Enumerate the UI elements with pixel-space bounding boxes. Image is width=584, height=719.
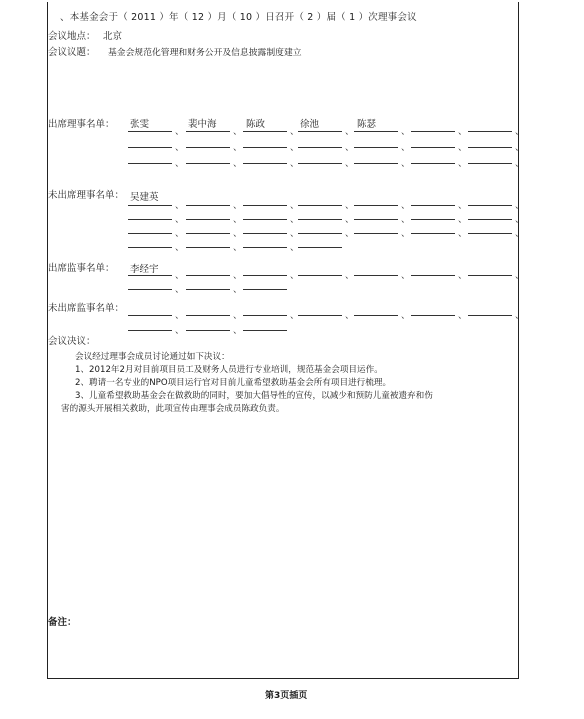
name-separator: 、	[290, 127, 300, 137]
name-separator: 、	[458, 271, 468, 281]
location-label: 会议地点：	[48, 31, 96, 42]
name-separator: 、	[233, 243, 243, 253]
name-blank-line	[186, 330, 230, 331]
name-blank-line	[243, 247, 287, 248]
name-separator: 、	[515, 215, 525, 225]
name-blank-line	[128, 330, 172, 331]
form-frame	[47, 2, 519, 679]
name-separator: 、	[458, 215, 468, 225]
attending-supervisor-name: 李经宇	[130, 264, 159, 275]
name-separator: 、	[233, 326, 243, 336]
resolutions-intro: 会议经过理事会成员讨论通过如下决议：	[75, 352, 230, 362]
name-separator: 、	[290, 229, 300, 239]
name-blank-line	[243, 233, 287, 234]
topic-value: 基金会规范化管理和财务公开及信息披露制度建立	[108, 48, 302, 58]
resolution-item: 1、2012年2月对目前项目员工及财务人员进行专业培训，规范基金会项目运作。	[75, 365, 383, 375]
header-prefix: 、本基金会于（	[60, 12, 128, 23]
name-blank-line	[411, 315, 455, 316]
name-blank-line	[186, 275, 230, 276]
name-separator: 、	[345, 271, 355, 281]
name-blank-line	[298, 131, 342, 132]
name-blank-line	[243, 205, 287, 206]
name-blank-line	[468, 219, 512, 220]
name-blank-line	[243, 163, 287, 164]
name-blank-line	[186, 205, 230, 206]
name-separator: 、	[290, 159, 300, 169]
name-blank-line	[354, 275, 398, 276]
attending-director-name: 陈瑟	[357, 119, 377, 130]
name-blank-line	[354, 147, 398, 148]
name-separator: 、	[233, 271, 243, 281]
name-separator: 、	[401, 271, 411, 281]
name-blank-line	[128, 247, 172, 248]
name-blank-line	[468, 275, 512, 276]
name-blank-line	[411, 233, 455, 234]
name-blank-line	[298, 219, 342, 220]
topic-label: 会议议题：	[48, 47, 96, 58]
name-blank-line	[468, 131, 512, 132]
name-separator: 、	[515, 271, 525, 281]
name-blank-line	[298, 315, 342, 316]
name-separator: 、	[290, 243, 300, 253]
name-separator: 、	[233, 285, 243, 295]
name-blank-line	[243, 330, 287, 331]
name-blank-line	[411, 131, 455, 132]
name-separator: 、	[345, 159, 355, 169]
name-blank-line	[468, 163, 512, 164]
name-blank-line	[354, 163, 398, 164]
attending-supervisors-label: 出席监事名单：	[48, 263, 115, 274]
name-blank-line	[128, 163, 172, 164]
name-separator: 、	[401, 229, 411, 239]
name-separator: 、	[515, 127, 525, 137]
name-separator: 、	[345, 143, 355, 153]
name-separator: 、	[175, 229, 185, 239]
name-blank-line	[468, 147, 512, 148]
location-value: 北京	[103, 31, 123, 42]
name-separator: 、	[233, 311, 243, 321]
name-blank-line	[354, 315, 398, 316]
name-blank-line	[298, 147, 342, 148]
header-session-suffix: ）届（	[316, 12, 346, 23]
name-blank-line	[298, 205, 342, 206]
name-blank-line	[128, 233, 172, 234]
name-separator: 、	[175, 326, 185, 336]
name-blank-line	[354, 205, 398, 206]
header-session: 2	[307, 12, 314, 23]
name-blank-line	[298, 275, 342, 276]
name-blank-line	[243, 315, 287, 316]
name-separator: 、	[515, 229, 525, 239]
name-separator: 、	[345, 229, 355, 239]
header-year: 2011	[131, 12, 157, 23]
name-blank-line	[128, 275, 172, 276]
name-blank-line	[128, 219, 172, 220]
name-blank-line	[411, 147, 455, 148]
name-blank-line	[411, 275, 455, 276]
name-blank-line	[128, 315, 172, 316]
name-blank-line	[128, 289, 172, 290]
name-separator: 、	[175, 243, 185, 253]
name-blank-line	[128, 131, 172, 132]
name-separator: 、	[290, 201, 300, 211]
name-separator: 、	[401, 201, 411, 211]
name-separator: 、	[515, 311, 525, 321]
name-separator: 、	[290, 143, 300, 153]
name-separator: 、	[515, 159, 525, 169]
name-separator: 、	[233, 215, 243, 225]
absent-director-name: 吴建英	[130, 192, 159, 203]
name-blank-line	[186, 247, 230, 248]
name-separator: 、	[515, 201, 525, 211]
name-separator: 、	[175, 201, 185, 211]
attending-director-name: 陈政	[246, 119, 266, 130]
name-separator: 、	[345, 127, 355, 137]
name-separator: 、	[175, 159, 185, 169]
attending-director-name: 徐池	[300, 119, 320, 130]
name-separator: 、	[458, 311, 468, 321]
name-blank-line	[354, 219, 398, 220]
remarks-label: 备注：	[48, 617, 77, 628]
name-blank-line	[243, 147, 287, 148]
header-day: 10	[239, 12, 253, 23]
name-blank-line	[243, 289, 287, 290]
name-blank-line	[354, 233, 398, 234]
name-separator: 、	[233, 143, 243, 153]
name-separator: 、	[233, 127, 243, 137]
name-separator: 、	[458, 229, 468, 239]
name-separator: 、	[401, 311, 411, 321]
name-separator: 、	[458, 127, 468, 137]
name-separator: 、	[175, 215, 185, 225]
name-blank-line	[186, 147, 230, 148]
name-separator: 、	[290, 271, 300, 281]
name-blank-line	[411, 163, 455, 164]
name-blank-line	[186, 131, 230, 132]
header-meeting-no: 1	[349, 12, 356, 23]
header-day-suffix: ）日召开（	[255, 12, 305, 23]
attending-director-name: 裴中海	[188, 119, 217, 130]
name-blank-line	[468, 315, 512, 316]
name-blank-line	[298, 247, 342, 248]
name-separator: 、	[290, 215, 300, 225]
name-blank-line	[186, 315, 230, 316]
name-blank-line	[186, 219, 230, 220]
header-year-suffix: ）年（	[159, 12, 189, 23]
name-separator: 、	[175, 311, 185, 321]
name-separator: 、	[175, 285, 185, 295]
resolutions-label: 会议决议：	[48, 336, 96, 347]
header-month-suffix: ）月（	[207, 12, 237, 23]
attending-director-name: 张雯	[130, 119, 150, 130]
name-separator: 、	[401, 127, 411, 137]
name-separator: 、	[458, 159, 468, 169]
page-footer: 第3页插页	[265, 691, 308, 701]
name-blank-line	[186, 163, 230, 164]
header-month: 12	[191, 12, 205, 23]
resolution-item: 2、聘请一名专业的NPO项目运行官对目前儿童希望救助基金会所有项目进行梳理。	[75, 378, 392, 388]
name-separator: 、	[345, 201, 355, 211]
name-separator: 、	[401, 143, 411, 153]
name-blank-line	[468, 205, 512, 206]
name-separator: 、	[175, 127, 185, 137]
absent-directors-label: 未出席理事名单：	[48, 190, 125, 201]
name-blank-line	[243, 131, 287, 132]
name-separator: 、	[233, 201, 243, 211]
name-blank-line	[128, 205, 172, 206]
name-separator: 、	[515, 143, 525, 153]
name-separator: 、	[175, 271, 185, 281]
name-blank-line	[411, 205, 455, 206]
name-separator: 、	[458, 201, 468, 211]
resolution-item: 3、儿童希望救助基金会在做救助的同时，要加大倡导性的宣传，以减少和预防儿童被遗弃和伤	[75, 391, 433, 401]
attending-directors-label: 出席理事名单：	[48, 119, 115, 130]
name-blank-line	[298, 163, 342, 164]
meeting-header	[60, 12, 417, 24]
name-separator: 、	[401, 159, 411, 169]
name-separator: 、	[290, 311, 300, 321]
name-separator: 、	[175, 143, 185, 153]
name-blank-line	[411, 219, 455, 220]
absent-supervisors-label: 未出席监事名单：	[48, 303, 125, 314]
name-blank-line	[298, 233, 342, 234]
name-separator: 、	[233, 159, 243, 169]
name-blank-line	[243, 219, 287, 220]
name-blank-line	[354, 131, 398, 132]
name-separator: 、	[345, 215, 355, 225]
resolution-item: 害的源头开展相关救助，此项宣传由理事会成员陈政负责。	[61, 404, 285, 414]
name-separator: 、	[345, 311, 355, 321]
name-blank-line	[243, 275, 287, 276]
name-blank-line	[468, 233, 512, 234]
name-blank-line	[128, 147, 172, 148]
name-blank-line	[186, 289, 230, 290]
name-separator: 、	[233, 229, 243, 239]
name-separator: 、	[458, 143, 468, 153]
header-meeting-suffix: ）次理事会议	[358, 12, 417, 23]
name-blank-line	[186, 233, 230, 234]
name-separator: 、	[401, 215, 411, 225]
